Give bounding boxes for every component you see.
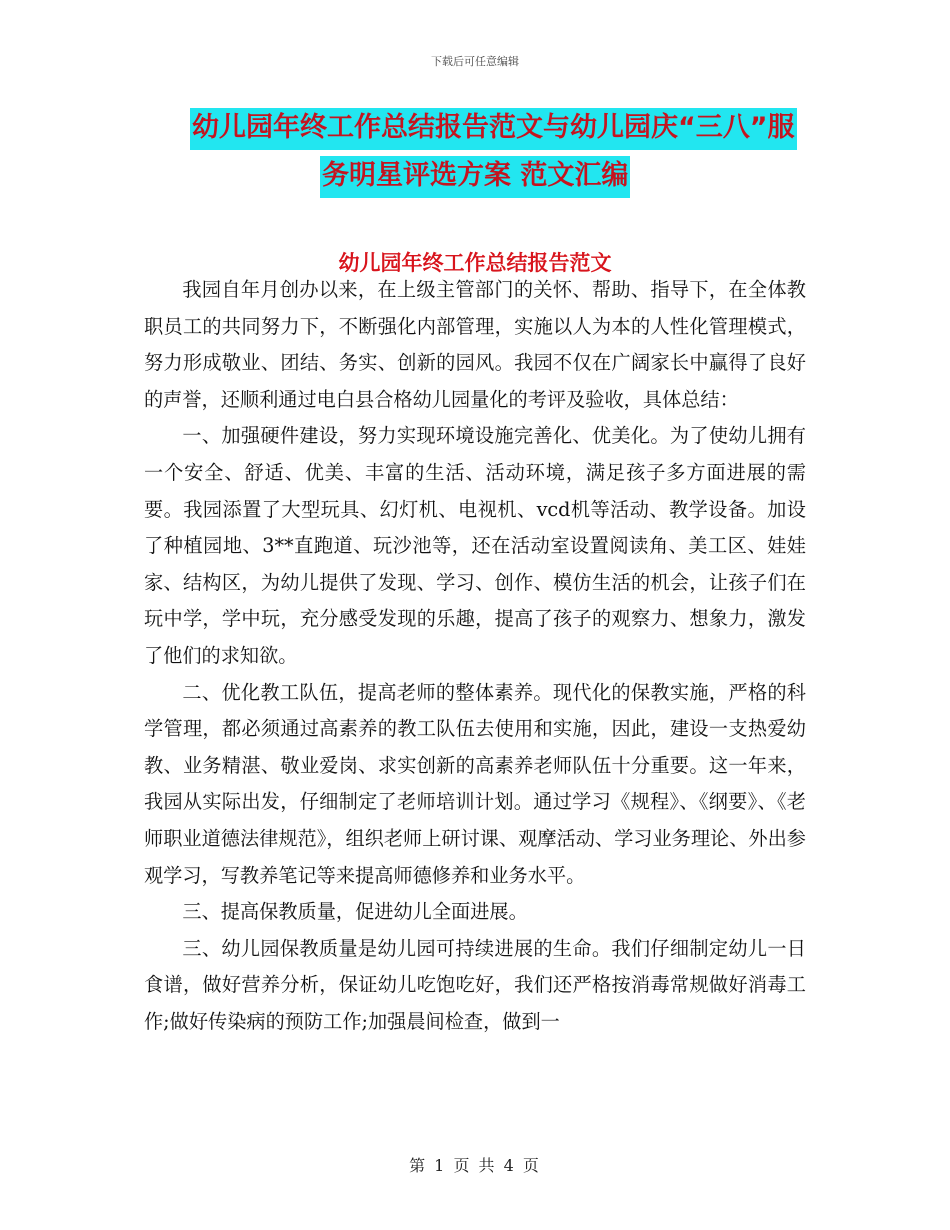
document-body	[144, 272, 806, 1040]
title-line-1: 幼儿园年终工作总结报告范文与幼儿园庆“三八”服	[190, 108, 797, 150]
paragraph: 一、加强硬件建设，努力实现环境设施完善化、优美化。为了使幼儿拥有一个安全、舒适、优美、丰富的生活、活动环境，满足孩子多方面进展的需要。我园添置了大型玩具、幻灯机、电视机、vcd机等活动、教学设备。加设了种植园地、3**直跑道、玩沙池等，还在活动室设置阅读角、美工区、娃娃家、结构区，为幼儿提供了发现、学习、创作、模仿生活的机会，让孩子们在玩中学，学中玩，充分感受发现的乐趣，提高了孩子的观察力、想象力，激发了他们的求知欲。	[144, 424, 806, 667]
paragraph: 三、提高保教质量，促进幼儿全面进展。	[182, 900, 528, 924]
header-note: 下载后可任意编辑	[431, 55, 519, 68]
title-line-2: 务明星评选方案 范文汇编	[320, 156, 630, 198]
paragraph: 我园自年月创办以来，在上级主管部门的关怀、帮助、指导下，在全体教职员工的共同努力下，不断强化内部管理，实施以人为本的人性化管理模式，努力形成敬业、团结、务实、创新的园风。我园不仅在广阔家长中赢得了良好的声誉，还顺利通过电白县合格幼儿园量化的考评及验收，具体总结：	[144, 278, 806, 411]
paragraph: 二、优化教工队伍，提高老师的整体素养。现代化的保教实施，严格的科学管理，都必须通过高素养的教工队伍去使用和实施，因此，建设一支热爱幼教、业务精湛、敬业爱岗、求实创新的高素养老师队伍十分重要。这一年来，我园从实际出发，仔细制定了老师培训计划。通过学习《规程》、《纲要》、《老师职业道德法律规范》，组织老师上研讨课、观摩活动、学习业务理论、外出参观学习，写教养笔记等来提高师德修养和业务水平。	[144, 680, 806, 887]
paragraph: 三、幼儿园保教质量是幼儿园可持续进展的生命。我们仔细制定幼儿一日食谱，做好营养分析，保证幼儿吃饱吃好，我们还严格按消毒常规做好消毒工作;做好传染病的预防工作;加强晨间检查，做到一	[144, 936, 806, 1033]
section-title: 幼儿园年终工作总结报告范文	[338, 251, 612, 275]
page-footer: 第 1 页 共 4 页	[409, 1156, 541, 1175]
